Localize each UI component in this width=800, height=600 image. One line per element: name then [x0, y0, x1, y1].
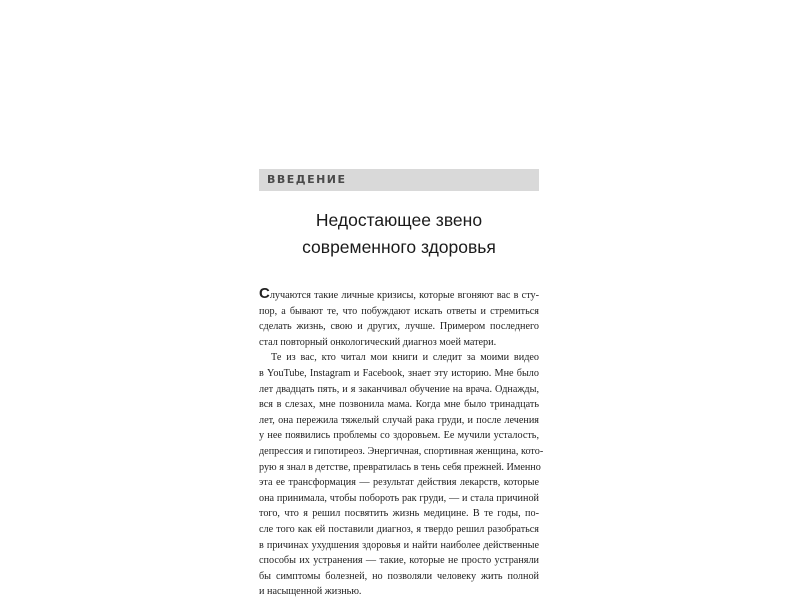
text-line: стал повторный онкологический диагноз моей матери. — [259, 336, 497, 348]
text-line: бы симптомы болезней, но позволяли человеку жить полной — [259, 570, 539, 582]
text-line: у нее появились проблемы со здоровьем. Ее мучили усталость, — [259, 430, 539, 442]
chapter-title-line-1: Недостающее звено — [315, 210, 483, 230]
text-line: эта ее трансформация — результат действия лекарств, которые — [259, 477, 539, 489]
text-line: сле того как ей поставили диагноз, я твердо решил разобраться — [259, 523, 539, 535]
paragraph-2 — [259, 350, 544, 600]
text-line: вся в слезах, мне позвонила мама. Когда мне было тринадцать — [259, 399, 539, 411]
paragraph-1 — [259, 285, 539, 350]
text-line: того, что я решил посвятить жизнь медицине. В те годы, по- — [259, 508, 539, 520]
section-header-bar — [259, 169, 539, 191]
text-line: она принимала, чтобы побороть рак груди, — и стала причиной — [259, 492, 539, 504]
text-line: депрессия и гипотиреоз. Энергичная, спортивная женщина, кото- — [259, 445, 544, 457]
text-line: Те из вас, кто читал мои книги и следит за моими видео — [271, 352, 539, 364]
text-line: рую я знал в детстве, превратилась в тень себя прежней. Именно — [259, 461, 541, 473]
text-line: лет, она пережила тяжелый случай рака груди, и после лечения — [259, 414, 539, 426]
drop-cap: С — [259, 285, 270, 302]
body-text — [259, 285, 544, 600]
text-line: сделать жизнь, свою и других, лучше. Примером последнего — [259, 321, 539, 333]
text-line: пор, а бывают те, что побуждают искать ответы и стремиться — [259, 305, 539, 317]
text-line: в YouTube, Instagram и Facebook, знает эту историю. Мне было — [259, 367, 539, 379]
text-line: способы их устранения — такие, которые не просто устраняли — [259, 555, 539, 567]
text-line: в причинах ухудшения здоровья и найти наиболее действенные — [259, 539, 539, 551]
text-line: и насыщенной жизнью. — [259, 586, 362, 598]
chapter-title-line-2: современного здоровья — [302, 237, 496, 257]
text-line: Случаются такие личные кризисы, которые вгоняют вас в сту- — [259, 285, 539, 302]
section-label: ВВЕДЕНИЕ — [267, 173, 347, 186]
text-line: лет двадцать пять, и я заканчивал обучение на врача. Однажды, — [259, 383, 539, 395]
chapter-title — [259, 207, 539, 261]
